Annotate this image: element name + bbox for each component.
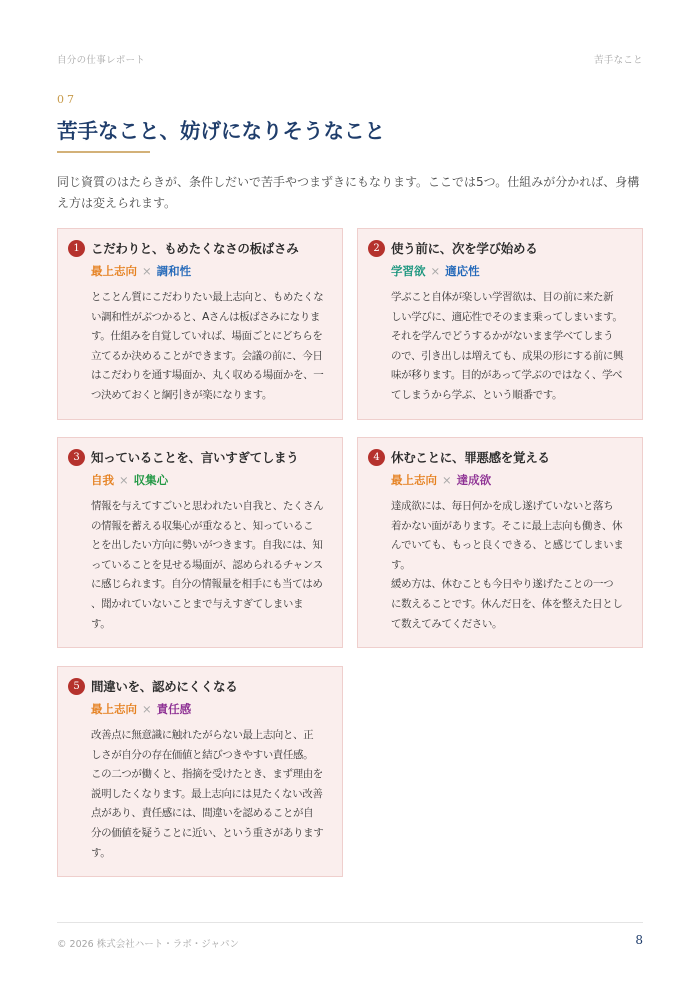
body-line: 緩め方は、休むことも今日やり遂げたことの一つ: [391, 578, 614, 591]
report-title: 自分の仕事レポート: [57, 55, 146, 66]
card-body: [91, 726, 328, 863]
card-number-badge: 3: [68, 449, 85, 466]
talent-tag: 適応性: [445, 264, 480, 278]
card-title: 休むことに、罪悪感を覚える: [391, 450, 550, 465]
tag-separator: ×: [430, 264, 441, 278]
card-title: こだわりと、もめたくなさの板ばさみ: [91, 241, 299, 256]
weakness-card-4: [357, 437, 643, 648]
card-body: [391, 497, 628, 634]
weakness-card-5: [57, 666, 343, 877]
body-line: 着かない面があります。そこに最上志向も働き、休: [391, 519, 623, 532]
section-number: 07: [57, 93, 77, 106]
card-title: 使う前に、次を学び始める: [391, 241, 538, 256]
body-line: す。: [91, 846, 111, 859]
body-line: しさが自分の存在価値と結びつきやすい責任感。: [91, 748, 314, 761]
talent-tag: 最上志向: [91, 264, 137, 278]
body-line: に感じられます。自分の情報量を相手にも当てはめ: [91, 578, 323, 591]
card-title: 間違いを、認めにくくなる: [91, 679, 238, 694]
body-line: とを出したい方向に勢いがつきます。自我には、知: [91, 539, 323, 552]
weakness-card-1: [57, 228, 343, 420]
card-tags: [91, 262, 328, 280]
body-line: の情報を蓄える収集心が重なると、知っているこ: [91, 519, 314, 532]
body-line: て数えてみてください。: [391, 617, 503, 630]
card-number-badge: 4: [368, 449, 385, 466]
body-line: つ決めておくと綱引きが楽になります。: [91, 388, 272, 401]
talent-tag: 調和性: [156, 264, 192, 278]
body-line: てしまうから学ぶ、という順番です。: [391, 388, 563, 401]
body-line: 改善点に無意識に触れたがらない最上志向と、正: [91, 729, 314, 741]
card-tags: [91, 700, 328, 718]
body-line: はこだわりを通す場面か、丸く収める場面かを、一: [91, 369, 324, 382]
talent-tag: 達成欲: [456, 473, 492, 487]
card-tags: [91, 471, 328, 489]
body-line: 立てるか決めることができます。会議の前に、今日: [91, 349, 323, 362]
talent-tag: 学習欲: [391, 264, 426, 278]
body-line: 味が移ります。目的があって学ぶのではなく、学べ: [391, 369, 623, 382]
body-line: それを学んでどうするかがないまま学べてしまう: [391, 330, 614, 343]
card-tags: [391, 262, 628, 280]
tag-separator: ×: [442, 473, 452, 487]
body-line: 分の価値を疑うことに近い、という重さがあります: [91, 826, 324, 839]
body-line: ので、引き出しは増えても、成果の形にする前に興: [391, 349, 624, 362]
body-line: す。仕組みを自覚していれば、場面ごとにどちらを: [91, 330, 323, 343]
card-body: [391, 288, 628, 406]
card-tags: [391, 471, 628, 489]
body-line: しい学びに、適応性でそのまま乗ってしまいます。: [391, 310, 623, 323]
body-line: とことん質にこだわりたい最上志向と、もめたくな: [91, 291, 324, 303]
talent-tag: 最上志向: [91, 702, 137, 716]
footer-divider: [57, 922, 643, 923]
talent-tag: 収集心: [133, 473, 169, 487]
weakness-card-3: [57, 437, 343, 648]
body-line: す。: [91, 617, 111, 630]
page-number: 8: [635, 933, 643, 947]
title-underline: [57, 151, 150, 153]
body-line: んでいても、もっと良くできる、と感じてしまいます。: [391, 539, 624, 571]
card-body: [91, 288, 328, 406]
card-number-badge: 5: [68, 678, 85, 695]
body-line: この二つが働くと、指摘を受けたとき、まず理由を: [91, 768, 323, 781]
body-line: に数えることです。休んだ日を、体を整えた日とし: [391, 597, 623, 610]
intro-paragraph: 同じ資質のはたらきが、条件しだいで苦手やつまずきにもなります。ここでは5つ。仕組みが分かれば、身構え方は変えられます。: [57, 175, 640, 210]
weakness-card-2: [357, 228, 643, 420]
body-line: 説明したくなります。最上志向には見たくない改善: [91, 787, 323, 800]
tag-separator: ×: [119, 473, 129, 487]
body-line: 点があり、責任感には、間違いを認めることが自: [91, 807, 314, 820]
tag-separator: ×: [142, 264, 152, 278]
running-header: [57, 52, 643, 66]
talent-tag: 責任感: [156, 702, 192, 716]
body-line: っていることを見せる場面が、認められるチャンス: [91, 558, 323, 571]
body-line: 学ぶこと自体が楽しい学習欲は、目の前に来た新: [391, 291, 614, 303]
body-line: 、聞かれていないことまで与えすぎてしまいま: [91, 597, 304, 610]
body-line: 情報を与えてすごいと思われたい自我と、たくさん: [91, 500, 324, 512]
body-line: い調和性がぶつかると、Aさんは板ばさみになりま: [91, 310, 320, 323]
card-body: [91, 497, 328, 634]
body-line: 達成欲には、毎日何かを成し遂げていないと落ち: [391, 500, 614, 512]
section-label: 苦手なこと: [593, 55, 643, 66]
page-title: 苦手なこと、妨げになりそうなこと: [57, 119, 385, 143]
card-number-badge: 1: [68, 240, 85, 257]
talent-tag: 最上志向: [391, 473, 437, 487]
tag-separator: ×: [142, 702, 152, 716]
card-title: 知っていることを、言いすぎてしまう: [91, 450, 299, 465]
copyright: © 2026 株式会社ハート・ラボ・ジャパン: [57, 939, 240, 950]
talent-tag: 自我: [91, 473, 114, 487]
card-number-badge: 2: [368, 240, 385, 257]
